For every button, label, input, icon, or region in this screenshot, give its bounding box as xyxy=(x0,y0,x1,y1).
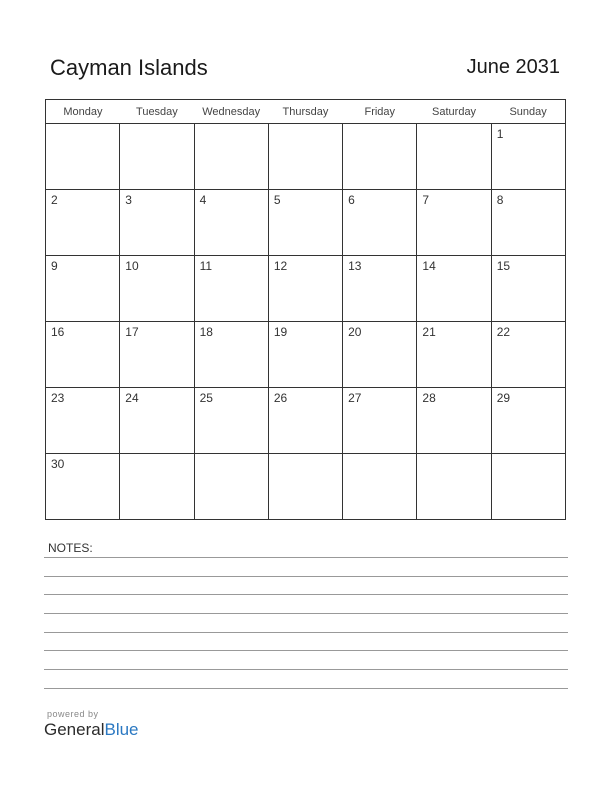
day-number: 18 xyxy=(199,325,213,339)
day-number xyxy=(269,454,342,457)
day-cell xyxy=(343,454,417,520)
week-row xyxy=(46,190,566,256)
day-cell xyxy=(194,124,268,190)
day-number: 21 xyxy=(422,325,436,339)
day-cell xyxy=(491,388,565,454)
brand-general: General xyxy=(44,720,105,739)
weekday-wednesday: Wednesday xyxy=(194,100,268,124)
day-cell xyxy=(46,388,120,454)
country-title: Cayman Islands xyxy=(50,55,208,80)
day-cell xyxy=(491,124,565,190)
note-line xyxy=(44,650,568,651)
day-number xyxy=(417,124,490,127)
day-cell xyxy=(268,322,342,388)
day-number xyxy=(343,454,416,457)
day-cell xyxy=(417,322,491,388)
powered-by-text: powered by xyxy=(47,709,99,719)
day-number: 6 xyxy=(348,193,355,207)
day-number xyxy=(269,124,342,127)
day-cell xyxy=(268,256,342,322)
day-number: 15 xyxy=(496,259,511,273)
day-cell xyxy=(194,322,268,388)
day-number: 11 xyxy=(199,259,213,273)
day-cell xyxy=(120,322,194,388)
day-cell xyxy=(194,388,268,454)
day-cell xyxy=(268,124,342,190)
month-title: June 2031 xyxy=(466,56,560,78)
week-row xyxy=(46,454,566,520)
day-number: 2 xyxy=(51,193,58,207)
day-number xyxy=(120,124,193,127)
day-number: 24 xyxy=(125,391,139,405)
day-number xyxy=(343,124,416,127)
day-cell xyxy=(417,256,491,322)
day-cell xyxy=(491,322,565,388)
day-cell xyxy=(417,454,491,520)
day-cell xyxy=(120,124,194,190)
week-row xyxy=(46,256,566,322)
day-number: 8 xyxy=(496,193,504,207)
day-number: 16 xyxy=(51,325,65,339)
note-line xyxy=(44,613,568,614)
day-cell xyxy=(268,388,342,454)
day-number: 30 xyxy=(51,457,65,471)
day-cell xyxy=(120,256,194,322)
day-cell xyxy=(46,256,120,322)
day-cell xyxy=(268,190,342,256)
week-row xyxy=(46,124,566,190)
day-number: 25 xyxy=(199,391,213,405)
day-number: 27 xyxy=(348,391,362,405)
day-number: 20 xyxy=(348,325,362,339)
day-cell xyxy=(120,388,194,454)
note-line xyxy=(44,594,568,595)
day-number xyxy=(195,454,268,457)
day-number: 12 xyxy=(273,259,288,273)
note-line xyxy=(44,688,568,689)
day-cell xyxy=(46,322,120,388)
day-number: 3 xyxy=(125,193,132,207)
weekday-tuesday: Tuesday xyxy=(120,100,194,124)
day-number: 22 xyxy=(496,325,511,339)
weekday-monday: Monday xyxy=(46,100,120,124)
day-cell xyxy=(343,322,417,388)
day-number: 1 xyxy=(496,127,504,141)
day-number xyxy=(417,454,490,457)
week-row xyxy=(46,388,566,454)
day-number: 4 xyxy=(199,193,207,207)
day-cell xyxy=(46,124,120,190)
day-number: 9 xyxy=(51,259,58,273)
weekday-friday: Friday xyxy=(343,100,417,124)
day-number xyxy=(492,454,565,457)
day-number: 28 xyxy=(422,391,436,405)
day-number: 29 xyxy=(496,391,511,405)
day-number xyxy=(120,454,193,457)
calendar-grid xyxy=(45,99,566,520)
weekday-saturday: Saturday xyxy=(417,100,491,124)
brand-blue: Blue xyxy=(104,720,139,739)
note-line xyxy=(44,669,568,670)
day-cell xyxy=(491,190,565,256)
day-cell xyxy=(194,190,268,256)
day-cell xyxy=(194,454,268,520)
weekday-thursday: Thursday xyxy=(268,100,342,124)
day-cell xyxy=(343,388,417,454)
note-line xyxy=(44,576,568,577)
day-number: 19 xyxy=(273,325,288,339)
day-cell xyxy=(491,454,565,520)
day-number xyxy=(195,124,268,127)
day-cell xyxy=(120,454,194,520)
day-number xyxy=(46,124,119,127)
note-line xyxy=(44,632,568,633)
day-cell xyxy=(417,388,491,454)
weekday-header-row xyxy=(46,100,566,124)
day-cell xyxy=(417,124,491,190)
day-number: 23 xyxy=(51,391,65,405)
day-cell xyxy=(491,256,565,322)
day-number: 13 xyxy=(348,259,362,273)
brand-logo xyxy=(44,720,139,740)
day-cell xyxy=(268,454,342,520)
day-number: 7 xyxy=(422,193,430,207)
day-cell xyxy=(46,454,120,520)
note-line xyxy=(44,557,568,558)
day-number: 17 xyxy=(125,325,139,339)
day-cell xyxy=(194,256,268,322)
week-row xyxy=(46,322,566,388)
weekday-sunday: Sunday xyxy=(491,100,565,124)
day-number: 5 xyxy=(273,193,281,207)
day-cell xyxy=(343,256,417,322)
day-number: 26 xyxy=(273,391,288,405)
day-number: 10 xyxy=(125,259,139,273)
day-cell xyxy=(343,124,417,190)
day-cell xyxy=(417,190,491,256)
day-number: 14 xyxy=(422,259,436,273)
day-cell xyxy=(343,190,417,256)
day-cell xyxy=(46,190,120,256)
notes-label: NOTES: xyxy=(48,541,93,555)
day-cell xyxy=(120,190,194,256)
